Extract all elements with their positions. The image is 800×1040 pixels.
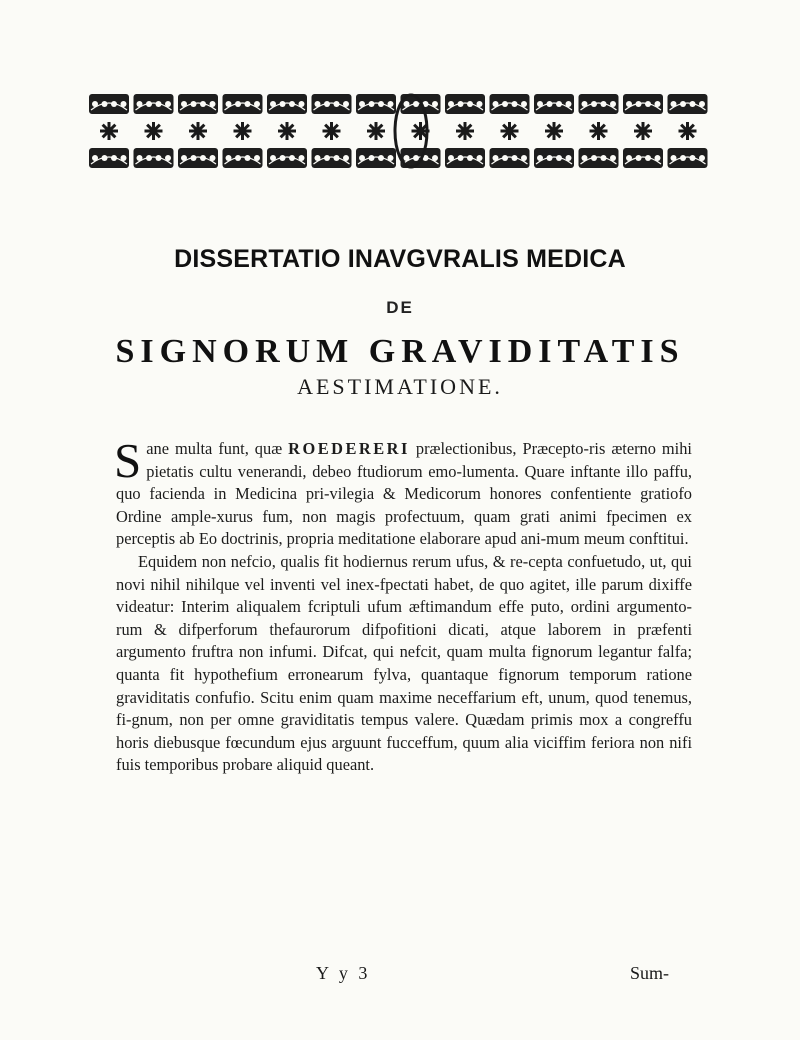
ornament-block-top [623,94,663,114]
ornament-star-icon [545,122,563,140]
ornament-block-bottom [312,148,352,168]
ornament-block-top [490,94,530,114]
ornament-block-top [668,94,708,114]
catchword: Sum- [630,963,670,983]
ornament-graphic [85,92,713,170]
ornament-block-bottom [534,148,574,168]
author-name-roedereri: ROEDERERI [288,439,410,458]
ornament-star-icon [590,122,608,140]
ornament-block-top [445,94,485,114]
paragraph-1-rest: prælectionibus, Præcepto-ris æterno mihi pietatis cultu venerandi, debeo ftudiorum emo-lumenta. Quare inftante illo paffu, quo facienda in Medicina pri-vilegia & Medicorum honores confentiente gratiofo Ordine ample-xurus fum, non magis profectuum, quam grati animi fpecimen ex perceptis ab Eo doctrinis, propria meditatione elaborare apud ani-mum meum conftitui. [116,439,692,549]
dissertation-title: DISSERTATIO INAVGVRALIS MEDICA [174,245,626,273]
ornament-star-icon [189,122,207,140]
ornament-block-top [267,94,307,114]
ornament-block-bottom [134,148,174,168]
ornament-star-icon [278,122,296,140]
ornament-block-top [89,94,129,114]
ornament-star-icon [501,122,519,140]
ornament-block-bottom [178,148,218,168]
title-de: DE [386,298,414,317]
ornament-star-icon [145,122,163,140]
title-subject: SIGNORUM GRAVIDITATIS [115,333,685,370]
ornament-block-top [223,94,263,114]
ornament-block-top [178,94,218,114]
ornament-star-icon [634,122,652,140]
signature-mark: Y y 3 [316,963,371,983]
ornament-block-top [134,94,174,114]
ornament-star-icon [100,122,118,140]
drop-cap: S [114,433,142,488]
ornament-star-icon [456,122,474,140]
ornament-block-top [312,94,352,114]
ornament-block-bottom [579,148,619,168]
ornament-block-top [579,94,619,114]
ornament-block-bottom [89,148,129,168]
body-text [114,433,692,777]
ornament-block-bottom [623,148,663,168]
ornament-block-top [534,94,574,114]
ornament-star-icon [323,122,341,140]
ornament-block-bottom [445,148,485,168]
ornament-block-bottom [267,148,307,168]
ornamental-header-band [85,92,713,170]
title-aestimatione: AESTIMATIONE. [297,374,503,399]
ornament-block-bottom [356,148,396,168]
paragraph-1 [114,433,692,551]
ornament-star-icon [234,122,252,140]
ornament-star-icon [679,122,697,140]
paragraph-2: Equidem non nefcio, qualis fit hodiernus rerum ufus, & re-cepta confuetudo, ut, qui novi nihil nihilque vel inventi vel inex-fpectati habet, de quo agitet, ille parum dixiffe videatur: Interim aliqualem fcriptuli ufum æftimandum effe puto, ordini argumento-rum & difperforum thefaurorum difpofitioni dicati, atque laborem in præfenti argumento fruftra non infumi. Difcat, qui nefcit, quam multa fignorum legantur falfa; quanta fit hypothefium erronearum fylva, quantaque fignorum temporum ratione graviditatis confufio. Scitu enim quam maxime neceffarium eft, unum, quod tenemus, fi-gnum, non per omne graviditatis tempus valere. Quædam primis mox a congreffu horis diebusque fœcundum ejus arguunt fucceffum, quum alia viciffim feriora non nifi fuis temporibus probare aliquid queant. [116,551,692,775]
ornament-star-icon [367,122,385,140]
ornament-block-top [356,94,396,114]
ornament-block-bottom [490,148,530,168]
ornament-block-bottom [223,148,263,168]
paragraph-1-start: ane multa funt, quæ [146,439,289,458]
ornament-block-bottom [668,148,708,168]
